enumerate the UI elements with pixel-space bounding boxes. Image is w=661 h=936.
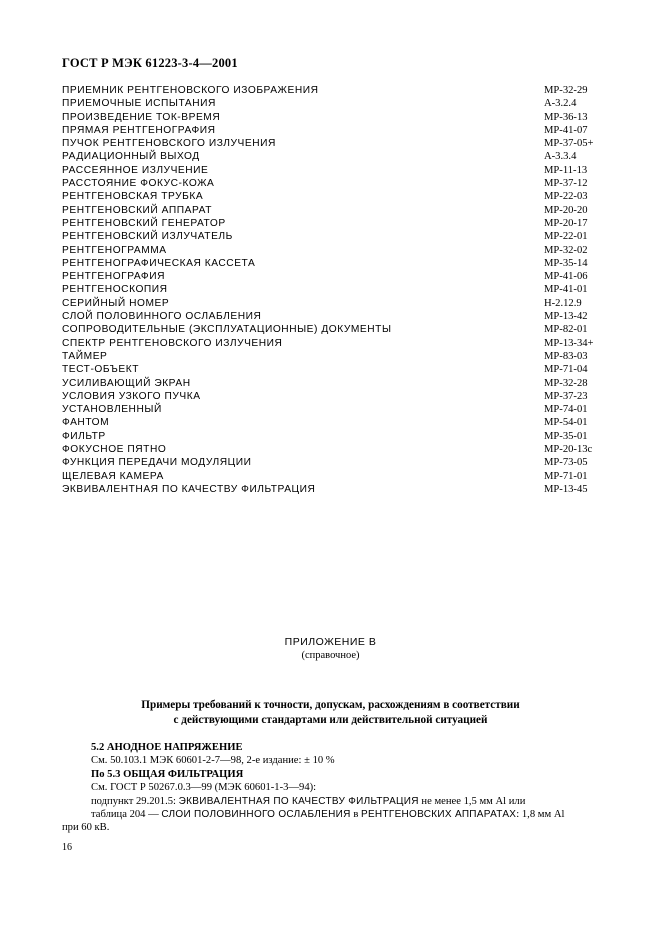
term-row bbox=[62, 470, 602, 483]
term-name: РЕНТГЕНОГРАФИЯ bbox=[62, 271, 165, 283]
term-row bbox=[62, 363, 602, 376]
term-row bbox=[62, 337, 602, 350]
term-name: РЕНТГЕНОГРАММА bbox=[62, 244, 167, 256]
term-name: ФИЛЬТР bbox=[62, 430, 106, 442]
term-code: МР-13-45 bbox=[544, 483, 588, 495]
term-name: РАССТОЯНИЕ ФОКУС-КОЖА bbox=[62, 178, 215, 190]
term-row bbox=[62, 230, 602, 243]
term-code: МР-35-01 bbox=[544, 430, 588, 442]
term-code: МР-71-01 bbox=[544, 470, 588, 482]
term-name: ПРИЕМНИК РЕНТГЕНОВСКОГО ИЗОБРАЖЕНИЯ bbox=[62, 85, 319, 96]
term-row bbox=[62, 377, 602, 390]
term-row bbox=[62, 416, 602, 429]
term-code: МР-37-05+ bbox=[544, 138, 594, 150]
term-row bbox=[62, 310, 602, 323]
term-name: ТЕСТ-ОБЪЕКТ bbox=[62, 364, 139, 376]
term-code: МР-13-34+ bbox=[544, 337, 594, 349]
term-code: МР-41-06 bbox=[544, 271, 588, 283]
section-5-3-title: По 5.3 ОБЩАЯ ФИЛЬТРАЦИЯ bbox=[91, 768, 244, 780]
term-code: МР-83-03 bbox=[544, 350, 588, 362]
term-row bbox=[62, 164, 602, 177]
term-row bbox=[62, 297, 602, 310]
appendix-heading-line-1: Примеры требований к точности, допускам, расхождениям в соответствии bbox=[141, 699, 520, 711]
term-row bbox=[62, 390, 602, 403]
term-name: ТАЙМЕР bbox=[62, 350, 108, 362]
term-name: ПРЯМАЯ РЕНТГЕНОГРАФИЯ bbox=[62, 124, 216, 136]
term-row bbox=[62, 350, 602, 363]
section-5-3-paragraph-3: при 60 кВ. bbox=[62, 822, 110, 834]
p1-prefix: подпункт 29.201.5: bbox=[91, 795, 179, 807]
term-code: МР-32-29 bbox=[544, 85, 588, 96]
term-name: ФОКУСНОЕ ПЯТНО bbox=[62, 444, 167, 456]
p2-term-2: РЕНТГЕНОВСКИХ АППАРАТАХ bbox=[360, 809, 517, 821]
p2-term-1: СЛОИ ПОЛОВИННОГО ОСЛАБЛЕНИЯ bbox=[161, 809, 351, 821]
term-name: РЕНТГЕНОВСКАЯ ТРУБКА bbox=[62, 191, 204, 203]
term-row bbox=[62, 283, 602, 296]
appendix-subtitle: (справочное) bbox=[301, 650, 360, 661]
term-code: МР-11-13 bbox=[544, 164, 588, 176]
term-name: ПУЧОК РЕНТГЕНОВСКОГО ИЗЛУЧЕНИЯ bbox=[62, 138, 276, 150]
term-code: МР-22-01 bbox=[544, 231, 588, 243]
term-name: РЕНТГЕНОВСКИЙ АППАРАТ bbox=[62, 204, 212, 216]
p1-term: ЭКВИВАЛЕНТНАЯ ПО КАЧЕСТВУ ФИЛЬТРАЦИЯ bbox=[178, 795, 419, 807]
term-name: РАДИАЦИОННЫЙ ВЫХОД bbox=[62, 151, 200, 163]
term-row bbox=[62, 111, 602, 124]
term-code: А-3.3.4 bbox=[544, 151, 577, 163]
term-row bbox=[62, 137, 602, 150]
term-row bbox=[62, 257, 602, 270]
section-5-2-title: 5.2 АНОДНОЕ НАПРЯЖЕНИЕ bbox=[91, 742, 243, 753]
term-name: РЕНТГЕНОСКОПИЯ bbox=[62, 284, 168, 296]
term-row bbox=[62, 177, 602, 190]
document-header: ГОСТ Р МЭК 61223-3-4—2001 bbox=[62, 56, 238, 70]
p2-suffix: : 1,8 мм Al bbox=[516, 809, 565, 821]
term-name: ЭКВИВАЛЕНТНАЯ ПО КАЧЕСТВУ ФИЛЬТРАЦИЯ bbox=[62, 483, 316, 495]
p2-mid: в bbox=[350, 809, 361, 821]
term-row bbox=[62, 323, 602, 336]
section-5-3-paragraph-2 bbox=[62, 808, 622, 821]
section-5-2-text: См. 50.103.1 МЭК 60601-2-7—98, 2-е издание: ± 10 % bbox=[91, 755, 335, 767]
term-name: РЕНТГЕНОГРАФИЧЕСКАЯ КАССЕТА bbox=[62, 257, 256, 269]
term-name: ФУНКЦИЯ ПЕРЕДАЧИ МОДУЛЯЦИИ bbox=[62, 457, 252, 469]
term-code: МР-73-05 bbox=[544, 457, 588, 469]
term-row bbox=[62, 403, 602, 416]
appendix-body bbox=[62, 741, 622, 835]
p2-prefix: таблица 204 — bbox=[91, 809, 162, 821]
term-row bbox=[62, 483, 602, 496]
term-code: МР-20-20 bbox=[544, 204, 588, 216]
term-code: МР-20-13с bbox=[544, 444, 593, 456]
terms-index-list bbox=[62, 84, 602, 496]
term-code: МР-54-01 bbox=[544, 417, 588, 429]
term-code: МР-13-42 bbox=[544, 311, 588, 323]
term-code: МР-41-01 bbox=[544, 284, 588, 296]
term-code: МР-71-04 bbox=[544, 364, 588, 376]
term-name: СПЕКТР РЕНТГЕНОВСКОГО ИЗЛУЧЕНИЯ bbox=[62, 337, 283, 349]
term-row bbox=[62, 190, 602, 203]
term-code: МР-20-17 bbox=[544, 217, 588, 229]
term-row bbox=[62, 204, 602, 217]
term-name: УСИЛИВАЮЩИЙ ЭКРАН bbox=[62, 377, 191, 389]
term-code: МР-74-01 bbox=[544, 404, 588, 416]
term-code: МР-82-01 bbox=[544, 324, 588, 336]
term-row bbox=[62, 97, 602, 110]
term-name: УСЛОВИЯ УЗКОГО ПУЧКА bbox=[62, 390, 201, 402]
appendix-title: ПРИЛОЖЕНИЕ В bbox=[284, 636, 377, 648]
term-code: А-3.2.4 bbox=[544, 98, 577, 110]
term-row bbox=[62, 430, 602, 443]
term-name: РАССЕЯННОЕ ИЗЛУЧЕНИЕ bbox=[62, 164, 209, 176]
section-5-3-paragraph-1 bbox=[62, 795, 622, 808]
term-row bbox=[62, 150, 602, 163]
term-row bbox=[62, 217, 602, 230]
term-row bbox=[62, 270, 602, 283]
term-code: МР-22-03 bbox=[544, 191, 588, 203]
term-name: СОПРОВОДИТЕЛЬНЫЕ (ЭКСПЛУАТАЦИОННЫЕ) ДОКУМЕНТЫ bbox=[62, 324, 392, 336]
term-row bbox=[62, 124, 602, 137]
term-row bbox=[62, 244, 602, 257]
term-name: ФАНТОМ bbox=[62, 417, 110, 429]
page-number: 16 bbox=[62, 842, 72, 853]
term-row bbox=[62, 456, 602, 469]
term-code: МР-37-12 bbox=[544, 178, 588, 190]
term-code: МР-36-13 bbox=[544, 111, 588, 123]
term-name: ЩЕЛЕВАЯ КАМЕРА bbox=[62, 470, 164, 482]
section-5-3-reference: См. ГОСТ Р 50267.0.3—99 (МЭК 60601-1-3—94): bbox=[91, 782, 317, 794]
term-name: ПРОИЗВЕДЕНИЕ ТОК-ВРЕМЯ bbox=[62, 111, 221, 123]
appendix-heading-line-2: с действующими стандартами или действительной ситуацией bbox=[173, 714, 488, 726]
term-name: СЛОЙ ПОЛОВИННОГО ОСЛАБЛЕНИЯ bbox=[62, 311, 262, 323]
term-name: УСТАНОВЛЕННЫЙ bbox=[62, 404, 162, 416]
term-row bbox=[62, 84, 602, 97]
term-name: ПРИЕМОЧНЫЕ ИСПЫТАНИЯ bbox=[62, 98, 216, 110]
term-code: Н-2.12.9 bbox=[544, 297, 582, 309]
term-row bbox=[62, 443, 602, 456]
term-code: МР-32-02 bbox=[544, 244, 588, 256]
term-name: РЕНТГЕНОВСКИЙ ГЕНЕРАТОР bbox=[62, 217, 226, 229]
term-name: СЕРИЙНЫЙ НОМЕР bbox=[62, 297, 170, 309]
term-code: МР-35-14 bbox=[544, 257, 588, 269]
term-code: МР-41-07 bbox=[544, 124, 588, 136]
term-code: МР-32-28 bbox=[544, 377, 588, 389]
p1-suffix: не менее 1,5 мм Al или bbox=[418, 795, 526, 807]
term-name: РЕНТГЕНОВСКИЙ ИЗЛУЧАТЕЛЬ bbox=[62, 231, 233, 243]
term-code: МР-37-23 bbox=[544, 390, 588, 402]
